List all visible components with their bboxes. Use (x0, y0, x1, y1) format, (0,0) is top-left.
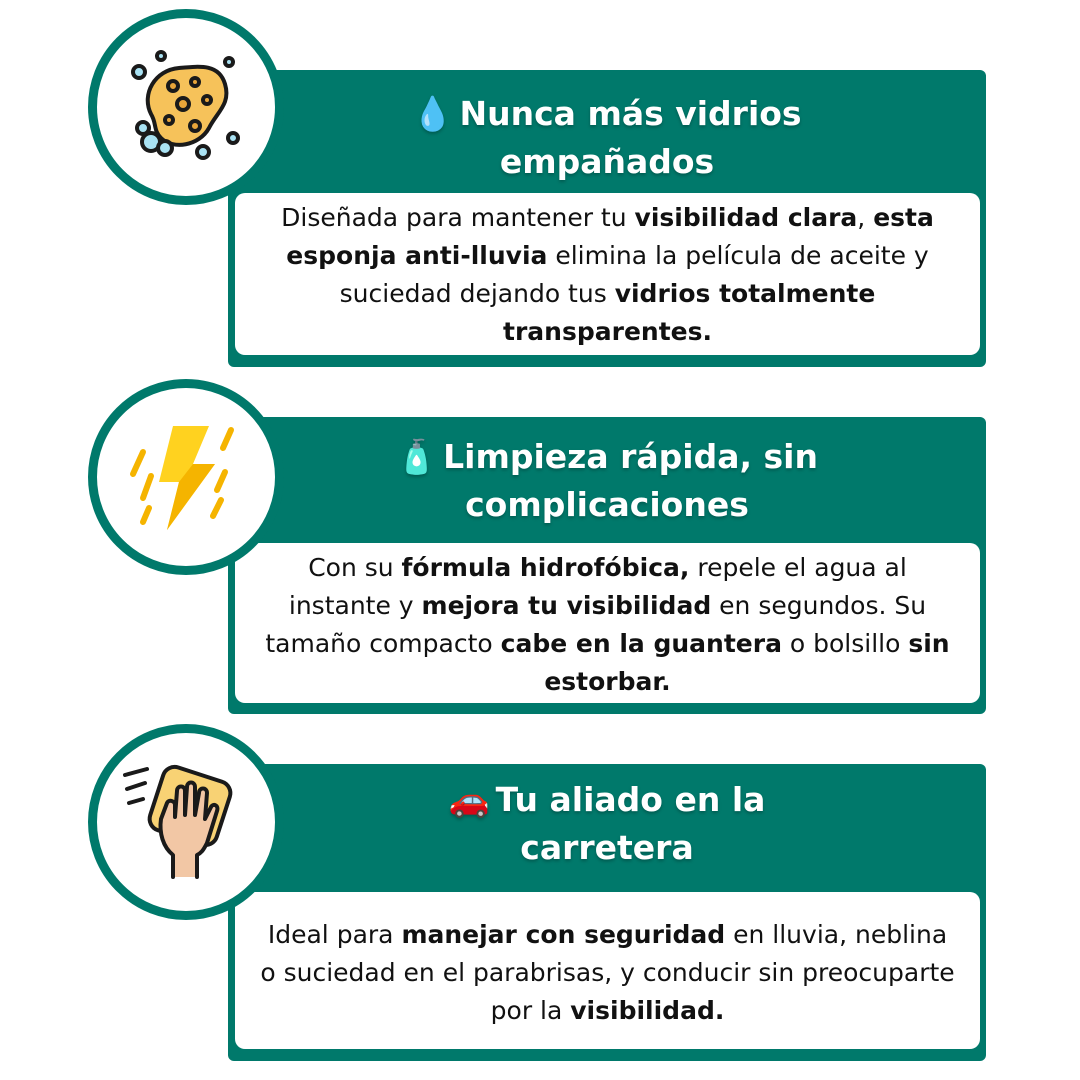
feature-card-2-title: 🧴 Limpieza rápida, sin complicaciones (396, 437, 818, 524)
body-bold-text: visibilidad. (570, 996, 725, 1025)
lightning-icon-circle (88, 379, 284, 575)
feature-card-1-body (235, 193, 980, 355)
body-bold-text: manejar con seguridad (401, 920, 726, 949)
body-bold-text: vidrios totalmente transparentes. (503, 279, 876, 346)
body-text: o bolsillo (781, 629, 909, 658)
body-bold-text: cabe en la guantera (500, 629, 782, 658)
sponge-icon-circle (88, 9, 284, 205)
body-bold-text: mejora tu visibilidad (421, 591, 712, 620)
hand-wiping-icon (121, 757, 251, 887)
car-emoji: 🚗 (448, 780, 490, 819)
feature-card-3-title: 🚗 Tu aliado en la carretera (448, 780, 766, 867)
body-text: repele el agua al instante y (288, 553, 907, 620)
body-text: Diseñada para mantener tu (281, 203, 635, 232)
body-bold-text: visibilidad clara (634, 203, 858, 232)
body-bold-text: fórmula hidrofóbica, (401, 553, 690, 582)
droplet-emoji: 💧 (412, 94, 454, 133)
body-bold-text: sin estorbar. (544, 629, 950, 696)
body-text: Ideal para (267, 920, 402, 949)
body-text: elimina la película de aceite y suciedad dejando tus (339, 241, 929, 308)
body-text: en lluvia, neblina o suciedad en el parabrisas, y conducir sin preocuparte por la (260, 920, 955, 1025)
feature-card-3-body (235, 892, 980, 1049)
feature-card-1-title: 💧 Nunca más vidrios empañados (412, 94, 802, 181)
body-text: en segundos. Su tamaño compacto (265, 591, 927, 658)
lightning-icon (121, 412, 251, 542)
feature-card-2-body (235, 543, 980, 703)
hand-wiping-icon-circle (88, 724, 284, 920)
body-text: Con su (308, 553, 402, 582)
sponge-icon (121, 42, 251, 172)
body-bold-text: esta esponja anti-lluvia (286, 203, 934, 270)
body-text: , (857, 203, 874, 232)
lotion-bottle-emoji: 🧴 (396, 437, 438, 476)
